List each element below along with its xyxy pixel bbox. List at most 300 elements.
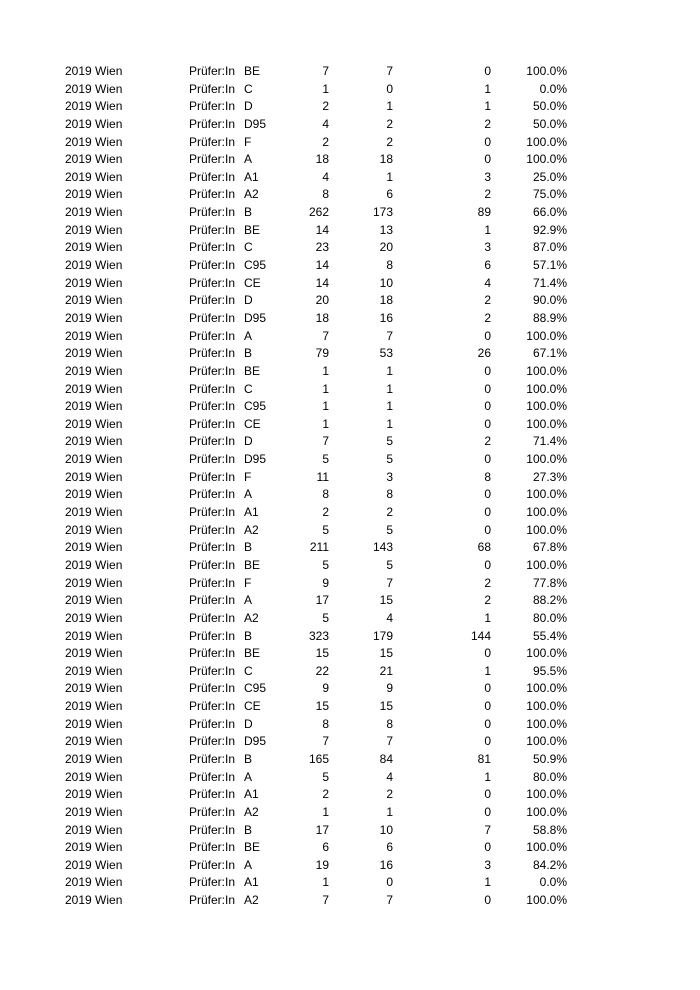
pass-rate-cell: 100.0% — [526, 681, 567, 696]
total-count-cell: 7 — [322, 893, 329, 908]
role-cell: Prüfer:In — [189, 716, 236, 731]
license-class-cell: D — [244, 293, 253, 308]
total-count-cell: 18 — [315, 152, 329, 167]
year-city-cell: 2019 Wien — [65, 187, 123, 202]
total-count-cell: 7 — [322, 64, 329, 78]
total-count-cell: 5 — [322, 557, 329, 572]
passed-count-cell: 84 — [379, 751, 393, 766]
table-row — [0, 610, 700, 628]
year-city-cell: 2019 Wien — [65, 293, 123, 308]
pass-rate-cell: 95.5% — [532, 663, 567, 678]
table-row — [0, 116, 700, 134]
failed-count-cell: 144 — [470, 628, 491, 643]
license-class-cell: A — [244, 487, 253, 502]
passed-count-cell: 2 — [386, 505, 393, 520]
role-cell: Prüfer:In — [189, 487, 236, 502]
table-row — [0, 804, 700, 822]
license-class-cell: A1 — [244, 875, 259, 890]
license-class-cell: B — [244, 751, 253, 766]
passed-count-cell: 6 — [386, 187, 393, 202]
total-count-cell: 9 — [322, 681, 329, 696]
table-row — [0, 892, 700, 910]
failed-count-cell: 1 — [484, 769, 491, 784]
pass-rate-cell: 100.0% — [526, 152, 567, 167]
role-cell: Prüfer:In — [189, 804, 236, 819]
license-class-cell: C95 — [244, 258, 267, 273]
license-class-cell: C95 — [244, 399, 267, 414]
license-class-cell: BE — [244, 646, 261, 661]
total-count-cell: 20 — [315, 293, 329, 308]
license-class-cell: A2 — [244, 522, 259, 537]
failed-count-cell: 0 — [484, 716, 491, 731]
passed-count-cell: 10 — [379, 822, 393, 837]
year-city-cell: 2019 Wien — [65, 240, 123, 255]
passed-count-cell: 7 — [386, 64, 393, 78]
total-count-cell: 79 — [315, 346, 329, 361]
license-class-cell: C — [244, 240, 253, 255]
license-class-cell: BE — [244, 64, 261, 78]
pass-rate-cell: 87.0% — [532, 240, 567, 255]
year-city-cell: 2019 Wien — [65, 99, 123, 114]
table-row — [0, 698, 700, 716]
role-cell: Prüfer:In — [189, 505, 236, 520]
pass-rate-cell: 100.0% — [526, 487, 567, 502]
passed-count-cell: 8 — [386, 487, 393, 502]
year-city-cell: 2019 Wien — [65, 434, 123, 449]
role-cell: Prüfer:In — [189, 346, 236, 361]
table-row — [0, 398, 700, 416]
role-cell: Prüfer:In — [189, 610, 236, 625]
year-city-cell: 2019 Wien — [65, 804, 123, 819]
passed-count-cell: 13 — [379, 222, 393, 237]
license-class-cell: B — [244, 540, 253, 555]
role-cell: Prüfer:In — [189, 116, 236, 131]
passed-count-cell: 21 — [379, 663, 393, 678]
failed-count-cell: 2 — [484, 593, 491, 608]
year-city-cell: 2019 Wien — [65, 893, 123, 908]
passed-count-cell: 173 — [372, 205, 393, 220]
role-cell: Prüfer:In — [189, 557, 236, 572]
failed-count-cell: 1 — [484, 81, 491, 96]
passed-count-cell: 2 — [386, 116, 393, 131]
pass-rate-cell: 25.0% — [532, 169, 567, 184]
table-row — [0, 592, 700, 610]
total-count-cell: 2 — [322, 505, 329, 520]
license-class-cell: F — [244, 575, 252, 590]
role-cell: Prüfer:In — [189, 434, 236, 449]
passed-count-cell: 8 — [386, 716, 393, 731]
failed-count-cell: 0 — [484, 893, 491, 908]
table-row — [0, 769, 700, 787]
role-cell: Prüfer:In — [189, 169, 236, 184]
year-city-cell: 2019 Wien — [65, 64, 123, 78]
pass-rate-cell: 100.0% — [526, 328, 567, 343]
total-count-cell: 2 — [322, 134, 329, 149]
pass-rate-cell: 100.0% — [526, 134, 567, 149]
passed-count-cell: 7 — [386, 734, 393, 749]
passed-count-cell: 16 — [379, 310, 393, 325]
license-class-cell: A1 — [244, 505, 259, 520]
failed-count-cell: 0 — [484, 363, 491, 378]
pass-rate-cell: 67.1% — [532, 346, 567, 361]
license-class-cell: D95 — [244, 116, 267, 131]
license-class-cell: C — [244, 663, 253, 678]
failed-count-cell: 1 — [484, 99, 491, 114]
total-count-cell: 9 — [322, 575, 329, 590]
year-city-cell: 2019 Wien — [65, 540, 123, 555]
license-class-cell: A — [244, 152, 253, 167]
failed-count-cell: 0 — [484, 522, 491, 537]
passed-count-cell: 15 — [379, 699, 393, 714]
failed-count-cell: 2 — [484, 310, 491, 325]
total-count-cell: 17 — [315, 593, 329, 608]
pass-rate-cell: 100.0% — [526, 716, 567, 731]
total-count-cell: 11 — [316, 469, 329, 484]
role-cell: Prüfer:In — [189, 258, 236, 273]
failed-count-cell: 89 — [477, 205, 491, 220]
total-count-cell: 8 — [322, 716, 329, 731]
total-count-cell: 7 — [322, 328, 329, 343]
passed-count-cell: 143 — [372, 540, 393, 555]
pass-rate-cell: 58.8% — [532, 822, 567, 837]
total-count-cell: 18 — [315, 310, 329, 325]
failed-count-cell: 0 — [484, 452, 491, 467]
year-city-cell: 2019 Wien — [65, 857, 123, 872]
table-row — [0, 663, 700, 681]
pass-rate-cell: 100.0% — [526, 399, 567, 414]
failed-count-cell: 0 — [484, 381, 491, 396]
passed-count-cell: 7 — [386, 893, 393, 908]
total-count-cell: 2 — [322, 787, 329, 802]
pass-rate-cell: 80.0% — [532, 769, 567, 784]
year-city-cell: 2019 Wien — [65, 310, 123, 325]
total-count-cell: 7 — [322, 734, 329, 749]
failed-count-cell: 0 — [484, 646, 491, 661]
table-row — [0, 222, 700, 240]
passed-count-cell: 4 — [386, 769, 393, 784]
total-count-cell: 1 — [322, 363, 329, 378]
table-row — [0, 645, 700, 663]
license-class-cell: D95 — [244, 734, 267, 749]
role-cell: Prüfer:In — [189, 699, 236, 714]
table-row — [0, 204, 700, 222]
total-count-cell: 14 — [315, 275, 329, 290]
pass-rate-cell: 100.0% — [526, 734, 567, 749]
passed-count-cell: 10 — [379, 275, 393, 290]
pass-rate-cell: 0.0% — [539, 81, 567, 96]
failed-count-cell: 0 — [484, 505, 491, 520]
role-cell: Prüfer:In — [189, 240, 236, 255]
role-cell: Prüfer:In — [189, 363, 236, 378]
year-city-cell: 2019 Wien — [65, 769, 123, 784]
pass-rate-cell: 80.0% — [532, 610, 567, 625]
year-city-cell: 2019 Wien — [65, 716, 123, 731]
year-city-cell: 2019 Wien — [65, 628, 123, 643]
license-class-cell: C — [244, 381, 253, 396]
table-row — [0, 486, 700, 504]
license-class-cell: BE — [244, 222, 261, 237]
year-city-cell: 2019 Wien — [65, 681, 123, 696]
failed-count-cell: 3 — [484, 857, 491, 872]
pass-rate-cell: 75.0% — [532, 187, 567, 202]
license-class-cell: A2 — [244, 893, 259, 908]
total-count-cell: 7 — [322, 434, 329, 449]
pass-rate-cell: 100.0% — [526, 381, 567, 396]
license-class-cell: D — [244, 716, 253, 731]
table-row — [0, 522, 700, 540]
license-class-cell: CE — [244, 699, 261, 714]
year-city-cell: 2019 Wien — [65, 134, 123, 149]
role-cell: Prüfer:In — [189, 522, 236, 537]
total-count-cell: 1 — [322, 381, 329, 396]
failed-count-cell: 1 — [484, 875, 491, 890]
passed-count-cell: 18 — [379, 293, 393, 308]
failed-count-cell: 1 — [484, 610, 491, 625]
role-cell: Prüfer:In — [189, 399, 236, 414]
table-row — [0, 716, 700, 734]
failed-count-cell: 2 — [484, 575, 491, 590]
table-row — [0, 751, 700, 769]
table-row — [0, 151, 700, 169]
pass-rate-cell: 100.0% — [526, 522, 567, 537]
table-row — [0, 275, 700, 293]
role-cell: Prüfer:In — [189, 328, 236, 343]
failed-count-cell: 81 — [477, 751, 491, 766]
passed-count-cell: 5 — [386, 557, 393, 572]
role-cell: Prüfer:In — [189, 381, 236, 396]
total-count-cell: 165 — [308, 751, 329, 766]
failed-count-cell: 1 — [484, 222, 491, 237]
role-cell: Prüfer:In — [189, 540, 236, 555]
license-class-cell: BE — [244, 363, 261, 378]
year-city-cell: 2019 Wien — [65, 205, 123, 220]
year-city-cell: 2019 Wien — [65, 452, 123, 467]
table-row — [0, 381, 700, 399]
role-cell: Prüfer:In — [189, 99, 236, 114]
year-city-cell: 2019 Wien — [65, 787, 123, 802]
license-class-cell: B — [244, 628, 253, 643]
table-row — [0, 733, 700, 751]
license-class-cell: CE — [244, 416, 261, 431]
failed-count-cell: 2 — [484, 116, 491, 131]
failed-count-cell: 0 — [484, 840, 491, 855]
failed-count-cell: 0 — [484, 787, 491, 802]
pass-rate-cell: 88.2% — [532, 593, 567, 608]
pass-rate-cell: 92.9% — [532, 222, 567, 237]
role-cell: Prüfer:In — [189, 222, 236, 237]
passed-count-cell: 15 — [379, 646, 393, 661]
table-row — [0, 469, 700, 487]
total-count-cell: 4 — [322, 169, 329, 184]
role-cell: Prüfer:In — [189, 310, 236, 325]
year-city-cell: 2019 Wien — [65, 734, 123, 749]
pass-rate-cell: 71.4% — [532, 434, 567, 449]
passed-count-cell: 1 — [386, 804, 393, 819]
table-row — [0, 169, 700, 187]
year-city-cell: 2019 Wien — [65, 275, 123, 290]
role-cell: Prüfer:In — [189, 681, 236, 696]
role-cell: Prüfer:In — [189, 769, 236, 784]
table-row — [0, 416, 700, 434]
year-city-cell: 2019 Wien — [65, 522, 123, 537]
year-city-cell: 2019 Wien — [65, 81, 123, 96]
table-row — [0, 328, 700, 346]
pass-rate-cell: 100.0% — [526, 646, 567, 661]
license-class-cell: A2 — [244, 610, 259, 625]
table-row — [0, 134, 700, 152]
total-count-cell: 5 — [322, 522, 329, 537]
failed-count-cell: 0 — [484, 152, 491, 167]
license-class-cell: A2 — [244, 804, 259, 819]
pass-rate-cell: 100.0% — [526, 787, 567, 802]
failed-count-cell: 3 — [484, 240, 491, 255]
pass-rate-cell: 57.1% — [532, 258, 567, 273]
total-count-cell: 8 — [322, 487, 329, 502]
total-count-cell: 8 — [322, 187, 329, 202]
year-city-cell: 2019 Wien — [65, 152, 123, 167]
pass-rate-cell: 100.0% — [526, 804, 567, 819]
role-cell: Prüfer:In — [189, 593, 236, 608]
license-class-cell: BE — [244, 557, 261, 572]
role-cell: Prüfer:In — [189, 152, 236, 167]
license-class-cell: A — [244, 857, 253, 872]
pass-rate-cell: 27.3% — [532, 469, 567, 484]
pass-rate-cell: 67.8% — [532, 540, 567, 555]
passed-count-cell: 53 — [379, 346, 393, 361]
failed-count-cell: 2 — [484, 434, 491, 449]
license-class-cell: B — [244, 346, 253, 361]
pass-rate-cell: 100.0% — [526, 557, 567, 572]
year-city-cell: 2019 Wien — [65, 258, 123, 273]
role-cell: Prüfer:In — [189, 452, 236, 467]
year-city-cell: 2019 Wien — [65, 557, 123, 572]
pass-rate-cell: 0.0% — [539, 875, 567, 890]
failed-count-cell: 2 — [484, 187, 491, 202]
passed-count-cell: 20 — [379, 240, 393, 255]
table-row — [0, 451, 700, 469]
failed-count-cell: 2 — [484, 293, 491, 308]
passed-count-cell: 2 — [386, 787, 393, 802]
passed-count-cell: 3 — [386, 469, 393, 484]
year-city-cell: 2019 Wien — [65, 169, 123, 184]
role-cell: Prüfer:In — [189, 575, 236, 590]
table-row — [0, 292, 700, 310]
table-row — [0, 575, 700, 593]
failed-count-cell: 0 — [484, 804, 491, 819]
table-row — [0, 63, 700, 81]
pass-rate-cell: 100.0% — [526, 64, 567, 78]
role-cell: Prüfer:In — [189, 734, 236, 749]
year-city-cell: 2019 Wien — [65, 416, 123, 431]
passed-count-cell: 9 — [386, 681, 393, 696]
license-class-cell: A1 — [244, 169, 259, 184]
year-city-cell: 2019 Wien — [65, 610, 123, 625]
pass-rate-cell: 100.0% — [526, 893, 567, 908]
failed-count-cell: 7 — [484, 822, 491, 837]
license-class-cell: C — [244, 81, 253, 96]
license-class-cell: F — [244, 134, 252, 149]
year-city-cell: 2019 Wien — [65, 399, 123, 414]
failed-count-cell: 4 — [484, 275, 491, 290]
passed-count-cell: 1 — [386, 169, 393, 184]
pass-rate-cell: 100.0% — [526, 452, 567, 467]
passed-count-cell: 1 — [386, 381, 393, 396]
failed-count-cell: 0 — [484, 734, 491, 749]
pass-rate-cell: 88.9% — [532, 310, 567, 325]
license-class-cell: A — [244, 328, 253, 343]
year-city-cell: 2019 Wien — [65, 363, 123, 378]
passed-count-cell: 8 — [386, 258, 393, 273]
total-count-cell: 6 — [322, 840, 329, 855]
role-cell: Prüfer:In — [189, 81, 236, 96]
table-row — [0, 539, 700, 557]
table-row — [0, 81, 700, 99]
failed-count-cell: 6 — [484, 258, 491, 273]
table-row — [0, 680, 700, 698]
year-city-cell: 2019 Wien — [65, 593, 123, 608]
passed-count-cell: 18 — [379, 152, 393, 167]
pass-rate-cell: 50.9% — [532, 751, 567, 766]
total-count-cell: 2 — [322, 99, 329, 114]
year-city-cell: 2019 Wien — [65, 381, 123, 396]
table-row — [0, 504, 700, 522]
total-count-cell: 23 — [315, 240, 329, 255]
role-cell: Prüfer:In — [189, 187, 236, 202]
license-class-cell: BE — [244, 840, 261, 855]
failed-count-cell: 3 — [484, 169, 491, 184]
table-row — [0, 98, 700, 116]
year-city-cell: 2019 Wien — [65, 840, 123, 855]
passed-count-cell: 0 — [386, 875, 393, 890]
year-city-cell: 2019 Wien — [65, 222, 123, 237]
table-row — [0, 186, 700, 204]
total-count-cell: 15 — [315, 699, 329, 714]
failed-count-cell: 0 — [484, 328, 491, 343]
table-row — [0, 257, 700, 275]
role-cell: Prüfer:In — [189, 822, 236, 837]
license-class-cell: B — [244, 822, 253, 837]
pass-rate-cell: 100.0% — [526, 416, 567, 431]
total-count-cell: 5 — [322, 769, 329, 784]
pass-rate-cell: 50.0% — [532, 99, 567, 114]
year-city-cell: 2019 Wien — [65, 469, 123, 484]
role-cell: Prüfer:In — [189, 875, 236, 890]
total-count-cell: 22 — [315, 663, 329, 678]
passed-count-cell: 1 — [386, 99, 393, 114]
failed-count-cell: 8 — [484, 469, 491, 484]
passed-count-cell: 5 — [386, 452, 393, 467]
passed-count-cell: 15 — [379, 593, 393, 608]
total-count-cell: 1 — [322, 875, 329, 890]
license-class-cell: A — [244, 593, 253, 608]
table-row — [0, 839, 700, 857]
passed-count-cell: 6 — [386, 840, 393, 855]
license-class-cell: D95 — [244, 310, 267, 325]
failed-count-cell: 0 — [484, 64, 491, 78]
table-row — [0, 363, 700, 381]
pass-rate-cell: 100.0% — [526, 363, 567, 378]
failed-count-cell: 1 — [484, 663, 491, 678]
passed-count-cell: 4 — [386, 610, 393, 625]
table-row — [0, 857, 700, 875]
pass-rate-cell: 71.4% — [532, 275, 567, 290]
role-cell: Prüfer:In — [189, 893, 236, 908]
passed-count-cell: 16 — [379, 857, 393, 872]
failed-count-cell: 0 — [484, 681, 491, 696]
pass-rate-cell: 84.2% — [532, 857, 567, 872]
license-class-cell: CE — [244, 275, 261, 290]
role-cell: Prüfer:In — [189, 857, 236, 872]
